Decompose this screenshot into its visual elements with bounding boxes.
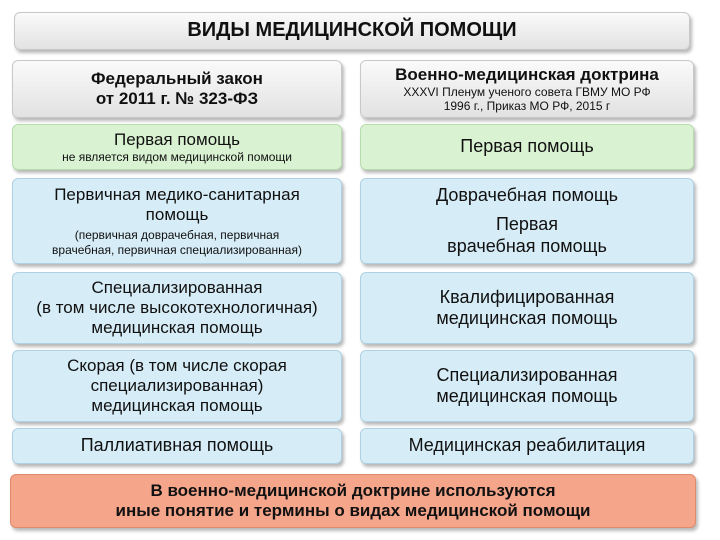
right-specialized-line-2: медицинская помощь: [436, 386, 618, 406]
right-header-sub-1: XXXVI Пленум ученого совета ГВМУ МО РФ: [403, 84, 651, 99]
right-prehospital-box: [360, 178, 694, 264]
left-header-line-2: от 2011 г. № 323-ФЗ: [95, 89, 259, 108]
left-emergency-line-3: медицинская помощь: [91, 396, 263, 416]
left-first-aid-box: [12, 124, 342, 170]
right-header-title: Военно-медицинская доктрина: [395, 64, 659, 84]
right-first-medical-line-1: Первая: [495, 214, 559, 235]
left-primary-care-title-2: помощь: [145, 205, 209, 225]
left-emergency-box: [12, 350, 342, 422]
footer-note-line-1: В военно-медицинской доктрине используются: [150, 480, 556, 500]
right-first-aid-box: [360, 124, 694, 170]
left-header-line-1: Федеральный закон: [91, 68, 263, 88]
left-specialized-box: [12, 272, 342, 344]
footer-note-line-2: иные понятие и термины о видах медицинской помощи: [115, 501, 591, 520]
right-rehabilitation-box: [360, 428, 694, 464]
right-first-medical-line-2: врачебная помощь: [447, 235, 607, 256]
footer-note-box: [10, 474, 696, 528]
diagram-title-box: [14, 12, 690, 50]
right-first-aid-title: Первая помощь: [460, 136, 594, 157]
left-header-box: [12, 60, 342, 118]
right-header-box: [360, 60, 694, 118]
right-qualified-line-1: Квалифицированная: [439, 286, 615, 307]
left-specialized-line-3: медицинская помощь: [91, 318, 263, 338]
right-header-sub-2: 1996 г., Приказ МО РФ, 2015 г: [443, 99, 611, 114]
left-first-aid-note: не является видом медицинской помощи: [62, 149, 292, 164]
right-rehabilitation-title: Медицинская реабилитация: [408, 435, 646, 456]
diagram-title: ВИДЫ МЕДИЦИНСКОЙ ПОМОЩИ: [187, 19, 517, 42]
left-first-aid-title: Первая помощь: [114, 129, 240, 149]
left-primary-care-title-1: Первичная медико-санитарная: [54, 185, 300, 205]
right-qualified-line-2: медицинская помощь: [436, 308, 618, 328]
left-primary-care-note-1: (первичная доврачебная, первичная: [74, 228, 280, 243]
left-specialized-line-1: Специализированная: [91, 277, 263, 297]
right-qualified-box: [360, 272, 694, 344]
left-emergency-line-2: специализированная): [90, 375, 264, 395]
left-palliative-box: [12, 428, 342, 464]
right-prehospital-title: Доврачебная помощь: [435, 185, 619, 206]
left-primary-care-note-2: врачебная, первичная специализированная): [52, 242, 302, 257]
right-specialized-line-1: Специализированная: [436, 364, 618, 385]
left-palliative-title: Паллиативная помощь: [80, 435, 274, 456]
left-emergency-line-1: Скорая (в том числе скорая: [67, 355, 287, 375]
left-primary-care-box: [12, 178, 342, 264]
right-specialized-box: [360, 350, 694, 422]
left-specialized-line-2: (в том числе высокотехнологичная): [36, 297, 318, 317]
